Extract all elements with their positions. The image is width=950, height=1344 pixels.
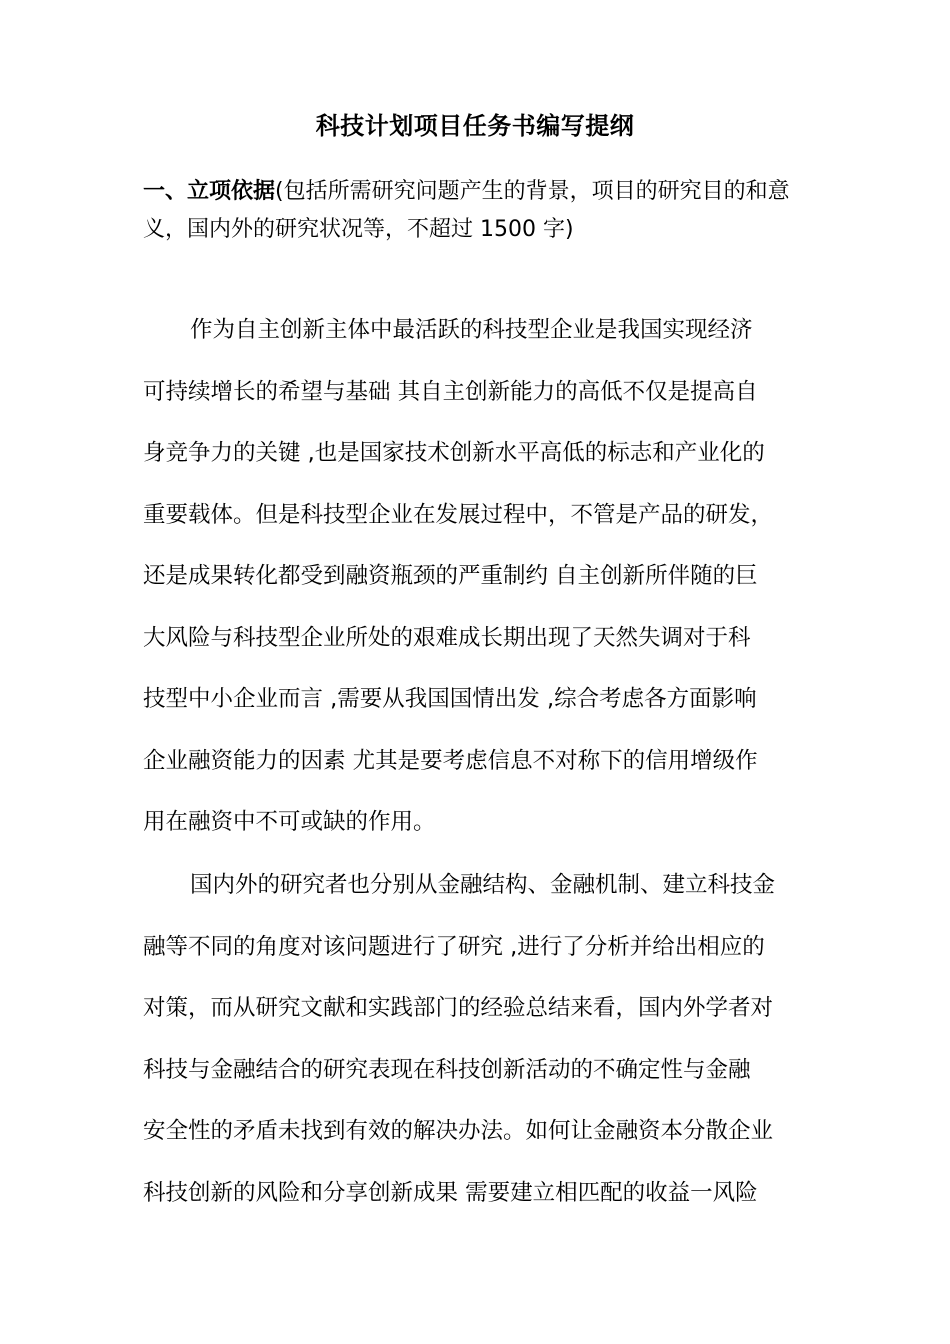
paragraph-line: 用在融资中不可或缺的作用。	[143, 809, 436, 835]
paragraph-line: 技型中小企业而言 ,需要从我国国情出发 ,综合考虑各方面影响	[143, 686, 757, 712]
paragraph-line: 融等不同的角度对该问题进行了研究 ,进行了分析并给出相应的	[143, 933, 765, 960]
section-label: 一、立项依据	[143, 179, 276, 204]
paragraph-line: 对策，而从研究文献和实践部门的经验总结来看，国内外学者对	[143, 995, 774, 1021]
paragraph-line: 大风险与科技型企业所处的艰难成长期出现了天然失调对于科	[143, 624, 751, 651]
paragraph-1	[143, 300, 823, 854]
section-heading-line-1	[143, 173, 823, 211]
paragraph-line: 安全性的矛盾未找到有效的解决办法。如何让金融资本分散企业	[143, 1118, 774, 1144]
paragraph-line: 作为自主创新主体中最活跃的科技型企业是我国实现经济	[190, 317, 753, 343]
paragraph-2	[143, 855, 823, 1224]
paragraph-line: 可持续增长的希望与基础 其自主创新能力的高低不仅是提高自	[143, 378, 758, 405]
section-heading	[143, 173, 823, 249]
paragraph-line: 国内外的研究者也分别从金融结构、金融机制、建立科技金	[190, 872, 776, 898]
section-note-part-2: 义，国内外的研究状况等，不超过 1500 字)	[143, 217, 574, 242]
paragraph-line: 身竞争力的关键 ,也是国家技术创新水平高低的标志和产业化的	[143, 440, 765, 466]
paragraph-line: 科技与金融结合的研究表现在科技创新活动的不确定性与金融	[143, 1056, 751, 1083]
document-title: 科技计划项目任务书编写提纲	[315, 112, 635, 140]
section-note-part-1: (包括所需研究问题产生的背景，项目的研究目的和意	[275, 179, 790, 204]
paragraph-line: 科技创新的风险和分享创新成果 需要建立相匹配的收益一风险	[143, 1179, 758, 1206]
paragraph-line: 重要载体。但是科技型企业在发展过程中，不管是产品的研发，	[143, 501, 774, 528]
paragraph-line: 企业融资能力的因素 尤其是要考虑信息不对称下的信用增级作	[143, 747, 758, 774]
paragraph-line: 还是成果转化都受到融资瓶颈的严重制约 自主创新所伴随的巨	[143, 563, 758, 589]
